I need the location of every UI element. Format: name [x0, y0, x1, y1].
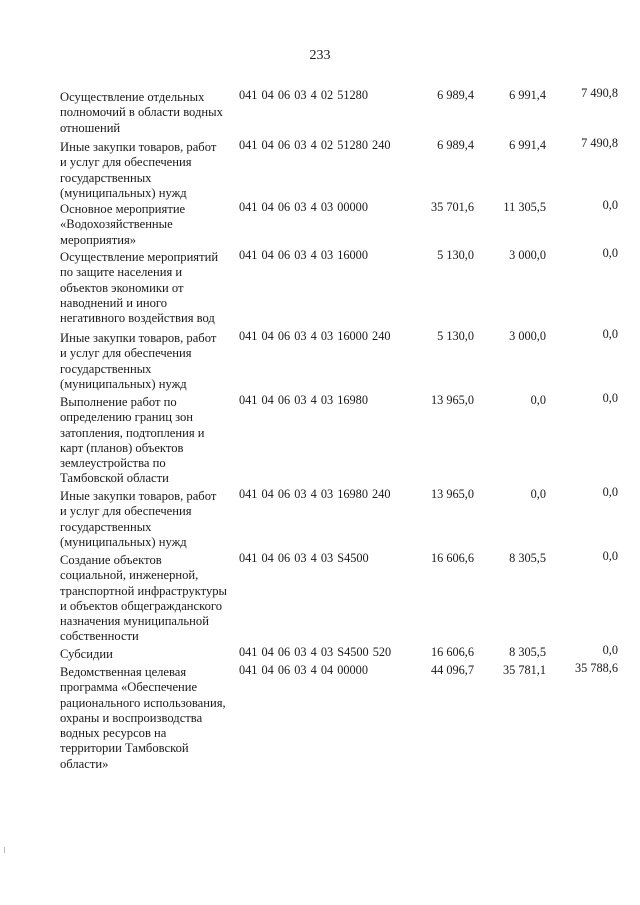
row-value-1: 16 606,6 — [430, 645, 474, 659]
row-code: 041 04 06 03 4 02 51280 240 — [239, 138, 391, 152]
row-code: 041 04 06 03 4 03 S4500 520 — [239, 645, 392, 659]
row-value-3: 0,0 — [602, 327, 618, 341]
row-code: 041 04 06 03 4 03 16000 — [239, 248, 368, 262]
row-value-3: 7 490,8 — [581, 86, 618, 100]
row-value-2: 8 305,5 — [509, 551, 546, 565]
row-value-2: 0,0 — [530, 487, 546, 501]
row-value-1: 35 701,6 — [430, 200, 474, 214]
row-name: Создание объектов социальной, инженерной, транспортной инфраструктуры и объектов общегражданского назначения муниципальной собственности — [60, 553, 228, 644]
row-value-2: 8 305,5 — [509, 645, 546, 659]
row-code: 041 04 06 03 4 03 16000 240 — [239, 329, 391, 343]
row-name: Осуществление мероприятий по защите населения и объектов экономики от наводнений и иного негативного воздействия вод — [60, 250, 219, 326]
row-name: Иные закупки товаров, работ и услуг для обеспечения государственных (муниципальных) нужд — [60, 331, 217, 391]
row-value-2: 6 991,4 — [509, 88, 546, 102]
row-value-3: 7 490,8 — [581, 136, 618, 150]
row-value-1: 5 130,0 — [437, 329, 474, 343]
row-value-1: 13 965,0 — [430, 487, 474, 501]
row-name: Выполнение работ по определению границ зон затопления, подтопления и карт (планов) объектов землеустройства по Тамбовской области — [60, 395, 205, 486]
row-name: Иные закупки товаров, работ и услуг для обеспечения государственных (муниципальных) нужд — [60, 140, 217, 200]
row-code: 041 04 06 03 4 03 16980 — [239, 393, 368, 407]
row-value-1: 44 096,7 — [430, 663, 474, 677]
row-code: 041 04 06 03 4 03 S4500 — [239, 551, 369, 565]
row-value-2: 35 781,1 — [502, 663, 546, 677]
row-value-2: 3 000,0 — [509, 248, 546, 262]
row-value-1: 6 989,4 — [437, 88, 474, 102]
row-name: Иные закупки товаров, работ и услуг для обеспечения государственных (муниципальных) нужд — [60, 489, 217, 549]
row-value-3: 35 788,6 — [574, 661, 618, 675]
row-code: 041 04 06 03 4 03 16980 240 — [239, 487, 391, 501]
row-value-2: 0,0 — [530, 393, 546, 407]
row-value-3: 0,0 — [602, 246, 618, 260]
row-value-2: 11 305,5 — [503, 200, 546, 214]
row-value-1: 5 130,0 — [437, 248, 474, 262]
row-value-1: 13 965,0 — [430, 393, 474, 407]
row-value-2: 3 000,0 — [509, 329, 546, 343]
row-name: Субсидии — [60, 647, 113, 661]
row-value-3: 0,0 — [602, 198, 618, 212]
row-name: Осуществление отдельных полномочий в области водных отношений — [60, 90, 223, 135]
row-value-3: 0,0 — [602, 549, 618, 563]
row-name: Ведомственная целевая программа «Обеспечение рационального использования, охраны и воспроизводства водных ресурсов на территории Тамбовской области» — [60, 665, 226, 771]
row-value-1: 16 606,6 — [430, 551, 474, 565]
row-value-1: 6 989,4 — [437, 138, 474, 152]
row-code: 041 04 06 03 4 04 00000 — [239, 663, 368, 677]
row-code: 041 04 06 03 4 02 51280 — [239, 88, 368, 102]
page-number: 233 — [309, 48, 331, 63]
row-value-3: 0,0 — [602, 391, 618, 405]
row-value-3: 0,0 — [602, 485, 618, 499]
row-value-3: 0,0 — [602, 643, 618, 657]
row-name: Основное мероприятие «Водохозяйственные мероприятия» — [60, 202, 186, 247]
margin-mark — [4, 847, 5, 853]
row-value-2: 6 991,4 — [509, 138, 546, 152]
row-code: 041 04 06 03 4 03 00000 — [239, 200, 368, 214]
